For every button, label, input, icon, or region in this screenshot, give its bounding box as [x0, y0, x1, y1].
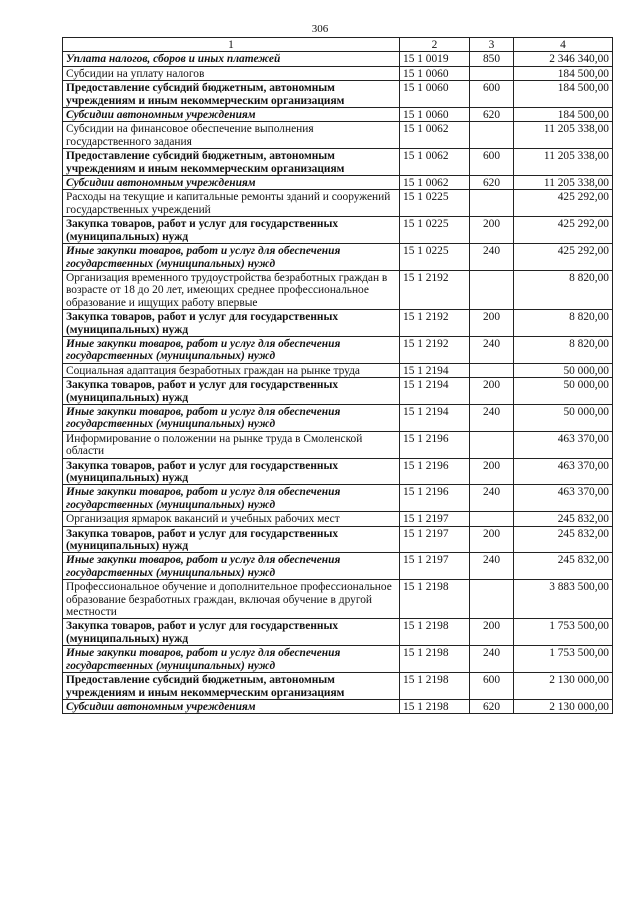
table-row	[63, 244, 613, 271]
table-row	[63, 363, 613, 377]
row-sum: 2 346 340,00	[514, 52, 613, 66]
row-code: 15 1 0060	[400, 81, 470, 108]
row-type: 600	[470, 673, 514, 700]
row-sum: 463 370,00	[514, 458, 613, 485]
row-name: Субсидии на уплату налогов	[63, 66, 400, 80]
row-type: 200	[470, 310, 514, 337]
row-sum: 463 370,00	[514, 485, 613, 512]
table-row	[63, 310, 613, 337]
row-type: 200	[470, 378, 514, 405]
table-row	[63, 108, 613, 122]
row-sum: 8 820,00	[514, 336, 613, 363]
table-row	[63, 81, 613, 108]
row-code: 15 1 2194	[400, 378, 470, 405]
row-type: 240	[470, 485, 514, 512]
row-name: Социальная адаптация безработных граждан на рынке труда	[63, 363, 400, 377]
table-row	[63, 378, 613, 405]
table-row	[63, 190, 613, 217]
row-sum: 11 205 338,00	[514, 176, 613, 190]
row-sum: 8 820,00	[514, 310, 613, 337]
row-code: 15 1 0019	[400, 52, 470, 66]
row-type	[470, 66, 514, 80]
row-name: Информирование о положении на рынке труда в Смоленской области	[63, 431, 400, 458]
column-header-3: 3	[470, 38, 514, 52]
table-row	[63, 512, 613, 526]
row-type: 850	[470, 52, 514, 66]
row-type: 240	[470, 244, 514, 271]
row-type	[470, 580, 514, 619]
row-name: Закупка товаров, работ и услуг для государственных (муниципальных) нужд	[63, 217, 400, 244]
budget-table	[62, 37, 613, 714]
row-type: 200	[470, 526, 514, 553]
row-sum: 245 832,00	[514, 526, 613, 553]
table-row	[63, 485, 613, 512]
row-code: 15 1 0060	[400, 66, 470, 80]
row-sum: 463 370,00	[514, 431, 613, 458]
row-code: 15 1 0225	[400, 190, 470, 217]
row-type: 200	[470, 619, 514, 646]
row-name: Иные закупки товаров, работ и услуг для обеспечения государственных (муниципальных) нужд	[63, 404, 400, 431]
row-code: 15 1 0062	[400, 122, 470, 149]
row-code: 15 1 2198	[400, 673, 470, 700]
row-sum: 1 753 500,00	[514, 619, 613, 646]
row-type: 600	[470, 81, 514, 108]
row-type	[470, 512, 514, 526]
row-name: Организация временного трудоустройства безработных граждан в возрасте от 18 до 20 лет, имеющих среднее профессиональное образование и ищущих работу впервые	[63, 270, 400, 309]
table-row	[63, 66, 613, 80]
row-sum: 11 205 338,00	[514, 149, 613, 176]
row-sum: 184 500,00	[514, 66, 613, 80]
row-sum: 50 000,00	[514, 378, 613, 405]
row-sum: 425 292,00	[514, 217, 613, 244]
row-sum: 245 832,00	[514, 512, 613, 526]
table-body	[63, 52, 613, 714]
row-code: 15 1 0225	[400, 217, 470, 244]
row-type: 240	[470, 646, 514, 673]
row-name: Закупка товаров, работ и услуг для государственных (муниципальных) нужд	[63, 310, 400, 337]
row-name: Субсидии на финансовое обеспечение выполнения государственного задания	[63, 122, 400, 149]
row-name: Предоставление субсидий бюджетным, автономным учреждениям и иным некоммерческим организациям	[63, 673, 400, 700]
row-name: Профессиональное обучение и дополнительное профессиональное образование безработных граждан, включая обучение в другой местности	[63, 580, 400, 619]
table-row	[63, 122, 613, 149]
row-name: Закупка товаров, работ и услуг для государственных (муниципальных) нужд	[63, 619, 400, 646]
table-row	[63, 176, 613, 190]
row-type	[470, 431, 514, 458]
table-row	[63, 526, 613, 553]
row-type	[470, 270, 514, 309]
row-type: 620	[470, 699, 514, 713]
row-sum: 2 130 000,00	[514, 673, 613, 700]
row-name: Закупка товаров, работ и услуг для государственных (муниципальных) нужд	[63, 458, 400, 485]
table-row	[63, 404, 613, 431]
row-code: 15 1 2197	[400, 553, 470, 580]
table-row	[63, 553, 613, 580]
page-number: 306	[311, 23, 329, 35]
row-name: Уплата налогов, сборов и иных платежей	[63, 52, 400, 66]
row-code: 15 1 0062	[400, 176, 470, 190]
row-sum: 425 292,00	[514, 190, 613, 217]
column-header-1: 1	[63, 38, 400, 52]
table-row	[63, 673, 613, 700]
row-name: Расходы на текущие и капитальные ремонты зданий и сооружений государственных учреждений	[63, 190, 400, 217]
row-type: 240	[470, 553, 514, 580]
row-name: Субсидии автономным учреждениям	[63, 176, 400, 190]
row-name: Иные закупки товаров, работ и услуг для обеспечения государственных (муниципальных) нужд	[63, 553, 400, 580]
row-type	[470, 363, 514, 377]
row-sum: 184 500,00	[514, 81, 613, 108]
row-code: 15 1 2198	[400, 580, 470, 619]
row-name: Предоставление субсидий бюджетным, автономным учреждениям и иным некоммерческим организациям	[63, 81, 400, 108]
table-row	[63, 336, 613, 363]
row-sum: 245 832,00	[514, 553, 613, 580]
row-code: 15 1 2194	[400, 404, 470, 431]
row-code: 15 1 2194	[400, 363, 470, 377]
row-name: Предоставление субсидий бюджетным, автономным учреждениям и иным некоммерческим организациям	[63, 149, 400, 176]
table-row	[63, 699, 613, 713]
row-type: 600	[470, 149, 514, 176]
row-name: Иные закупки товаров, работ и услуг для обеспечения государственных (муниципальных) нужд	[63, 485, 400, 512]
column-header-4: 4	[514, 38, 613, 52]
row-code: 15 1 2198	[400, 646, 470, 673]
row-name: Иные закупки товаров, работ и услуг для обеспечения государственных (муниципальных) нужд	[63, 646, 400, 673]
table-row	[63, 52, 613, 66]
row-sum: 8 820,00	[514, 270, 613, 309]
row-code: 15 1 2197	[400, 512, 470, 526]
row-code: 15 1 2192	[400, 270, 470, 309]
row-code: 15 1 2198	[400, 619, 470, 646]
row-code: 15 1 0225	[400, 244, 470, 271]
row-code: 15 1 2198	[400, 699, 470, 713]
row-code: 15 1 0062	[400, 149, 470, 176]
table-row	[63, 458, 613, 485]
row-code: 15 1 2196	[400, 458, 470, 485]
row-name: Закупка товаров, работ и услуг для государственных (муниципальных) нужд	[63, 526, 400, 553]
row-name: Субсидии автономным учреждениям	[63, 699, 400, 713]
table-row	[63, 431, 613, 458]
row-name: Иные закупки товаров, работ и услуг для обеспечения государственных (муниципальных) нужд	[63, 336, 400, 363]
row-name: Организация ярмарок вакансий и учебных рабочих мест	[63, 512, 400, 526]
row-code: 15 1 2197	[400, 526, 470, 553]
row-sum: 2 130 000,00	[514, 699, 613, 713]
column-header-2: 2	[400, 38, 470, 52]
row-code: 15 1 2196	[400, 431, 470, 458]
table-row	[63, 149, 613, 176]
row-code: 15 1 2192	[400, 310, 470, 337]
table-row	[63, 217, 613, 244]
row-sum: 50 000,00	[514, 363, 613, 377]
row-code: 15 1 2192	[400, 336, 470, 363]
row-sum: 184 500,00	[514, 108, 613, 122]
row-sum: 3 883 500,00	[514, 580, 613, 619]
row-type	[470, 190, 514, 217]
table-row	[63, 646, 613, 673]
row-type: 200	[470, 458, 514, 485]
row-type: 620	[470, 176, 514, 190]
row-sum: 11 205 338,00	[514, 122, 613, 149]
row-name: Субсидии автономным учреждениям	[63, 108, 400, 122]
table-row	[63, 270, 613, 309]
row-sum: 425 292,00	[514, 244, 613, 271]
header-row	[63, 38, 613, 52]
row-type	[470, 122, 514, 149]
table-header	[63, 38, 613, 52]
row-sum: 50 000,00	[514, 404, 613, 431]
table-row	[63, 619, 613, 646]
row-type: 200	[470, 217, 514, 244]
table-row	[63, 580, 613, 619]
row-name: Закупка товаров, работ и услуг для государственных (муниципальных) нужд	[63, 378, 400, 405]
row-type: 620	[470, 108, 514, 122]
row-code: 15 1 0060	[400, 108, 470, 122]
row-name: Иные закупки товаров, работ и услуг для обеспечения государственных (муниципальных) нужд	[63, 244, 400, 271]
row-sum: 1 753 500,00	[514, 646, 613, 673]
row-code: 15 1 2196	[400, 485, 470, 512]
row-type: 240	[470, 404, 514, 431]
row-type: 240	[470, 336, 514, 363]
